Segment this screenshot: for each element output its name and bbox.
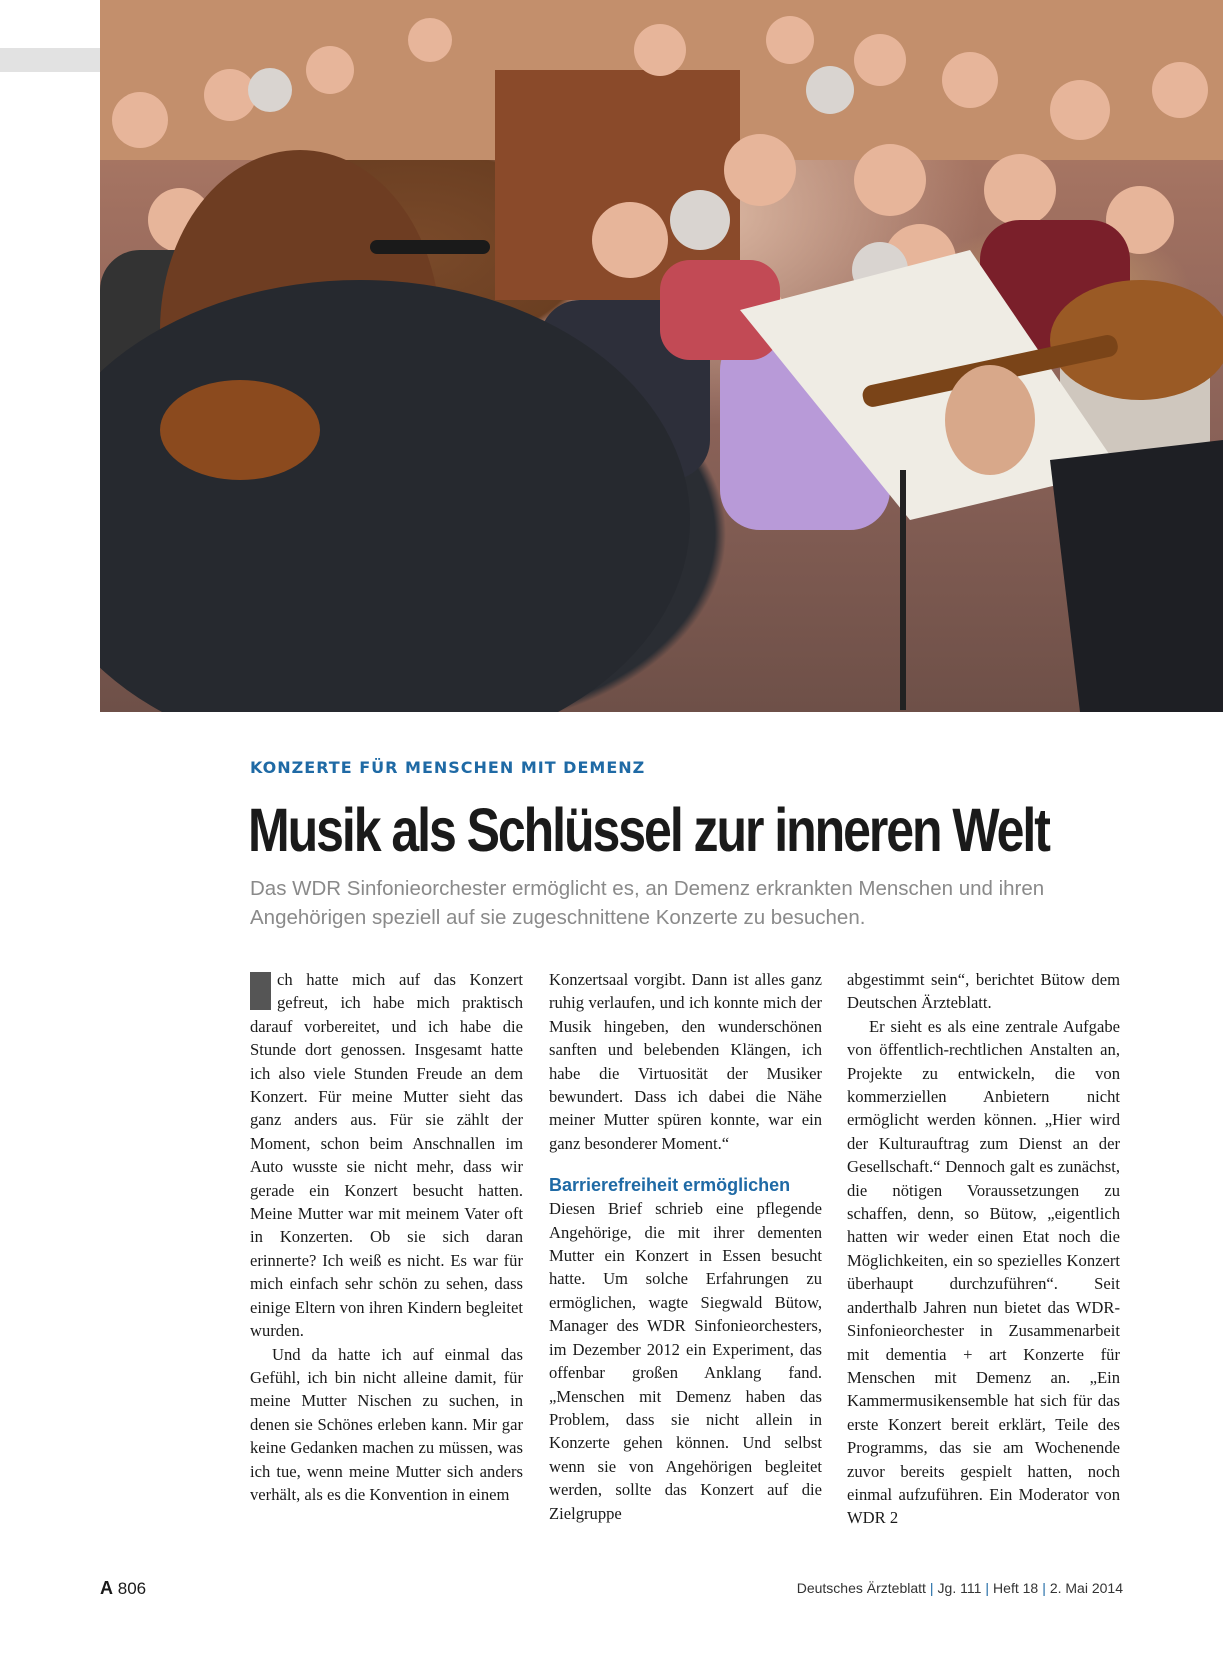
text-column-1 bbox=[250, 968, 523, 1506]
paragraph-text: ch hatte mich auf das Konzert gefreut, ich habe mich praktisch darauf vorbereitet, und ich habe die Stunde dort genossen. Insgesamt hatte ich also viele Stunden Freude an dem Konzert. Für meine Mutter sieht das ganz anders aus. Für sie zählt der Moment, schon beim Anschnallen im Auto wusste sie nicht mehr, dass wir gerade ein Konzert besucht hatten. Meine Mutter war mit meinem Vater oft in Konzerten. Ob sie sich daran erinnerte? Ich weiß es nicht. Es war für mich einfach sehr schön zu sehen, dass einige Eltern von ihren Kindern begleitet wurden. bbox=[250, 970, 523, 1341]
article-headline: Musik als Schlüssel zur inneren Welt bbox=[248, 796, 1049, 864]
margin-tab bbox=[0, 48, 100, 72]
drop-cap bbox=[250, 972, 271, 1010]
paragraph: Er sieht es als eine zentrale Aufgabe von öffentlich-rechtlichen Anstalten an, Projekte zu entwickeln, die von kommerziellen Anbietern nicht ermöglicht werden können. „Hier wird der Kulturauftrag zum Dienst an der Gesellschaft.“ Dennoch galt es zunächst, die nötigen Voraussetzungen zu schaffen, denn, so Bütow, „eigentlich hatten wir weder einen Etat noch die Möglichkeiten, ein so spezielles Konzert überhaupt durchzuführen“. Seit anderthalb Jahren nun bietet das WDR-Sinfonieorchester in Zusammenarbeit mit dementia + art Konzerte für Menschen mit Demenz an. „Ein Kammermusikensemble hat sich für das erste Konzert bereit erklärt, Teile des Programms, das sie am Wochenende zuvor bereits gespielt hatten, noch einmal aufzuführen. Ein Moderator von WDR 2 bbox=[847, 1016, 1120, 1528]
paragraph: Und da hatte ich auf einmal das Gefühl, ich bin nicht alleine damit, für meine Mutter Nischen zu suchen, in denen sie Schönes erleben kann. Mir gar keine Gedanken machen zu müssen, was ich tue, wenn meine Mutter sich anders verhält, als es die Konvention in einem bbox=[250, 1344, 523, 1504]
article-kicker: KONZERTE FÜR MENSCHEN MIT DEMENZ bbox=[250, 758, 646, 777]
volume: Jg. 111 bbox=[937, 1580, 982, 1596]
audience-illustration bbox=[100, 0, 1223, 712]
section-subheading: Barrierefreiheit ermöglichen bbox=[549, 1175, 791, 1196]
journal-name: Deutsches Ärzteblatt bbox=[796, 1580, 926, 1596]
page-number-value: 806 bbox=[117, 1579, 147, 1598]
article-subtitle: Das WDR Sinfonieorchester ermöglicht es, an Demenz erkrankten Menschen und ihren Angehörigen speziell auf sie zugeschnittene Konzerte zu besuchen. bbox=[250, 877, 1045, 929]
paragraph: abgestimmt sein“, berichtet Bütow dem Deutschen Ärzteblatt. bbox=[847, 970, 1120, 1013]
date: 2. Mai 2014 bbox=[1049, 1580, 1123, 1596]
page-number bbox=[100, 1578, 146, 1599]
paragraph: Diesen Brief schrieb eine pflegende Angehörige, die mit ihrer dementen Mutter ein Konzert in Essen besucht hatte. Um solche Erfahrungen zu ermöglichen, wagte Siegwald Bütow, Manager des WDR Sinfonieorchesters, im Dezember 2012 ein Experiment, das offenbar großen Anklang fand. „Menschen mit Demenz haben das Problem, dass sie nicht allein in Konzerte gehen können. Und selbst wenn sie von Angehörigen begleitet werden, sollte das Konzert auf die Zielgruppe bbox=[549, 1199, 822, 1523]
separator: | bbox=[929, 1580, 934, 1596]
publication-info bbox=[797, 1580, 1123, 1596]
separator: | bbox=[985, 1580, 990, 1596]
issue: Heft 18 bbox=[993, 1580, 1039, 1596]
separator: | bbox=[1042, 1580, 1046, 1596]
section-letter: A bbox=[100, 1578, 113, 1598]
paragraph bbox=[250, 968, 523, 1343]
text-column-2 bbox=[549, 968, 822, 1525]
paragraph: Konzertsaal vorgibt. Dann ist alles ganz ruhig verlaufen, und ich konnte mich der Musik hingeben, den wunderschönen sanften und belebenden Klängen, ich habe die Virtuosität der Musiker bewundert. Dass ich dabei die Nähe meiner Mutter spüren konnte, war ein ganz besonderer Moment.“ bbox=[549, 970, 822, 1153]
text-column-3 bbox=[847, 968, 1120, 1530]
concert-photo bbox=[100, 0, 1223, 712]
